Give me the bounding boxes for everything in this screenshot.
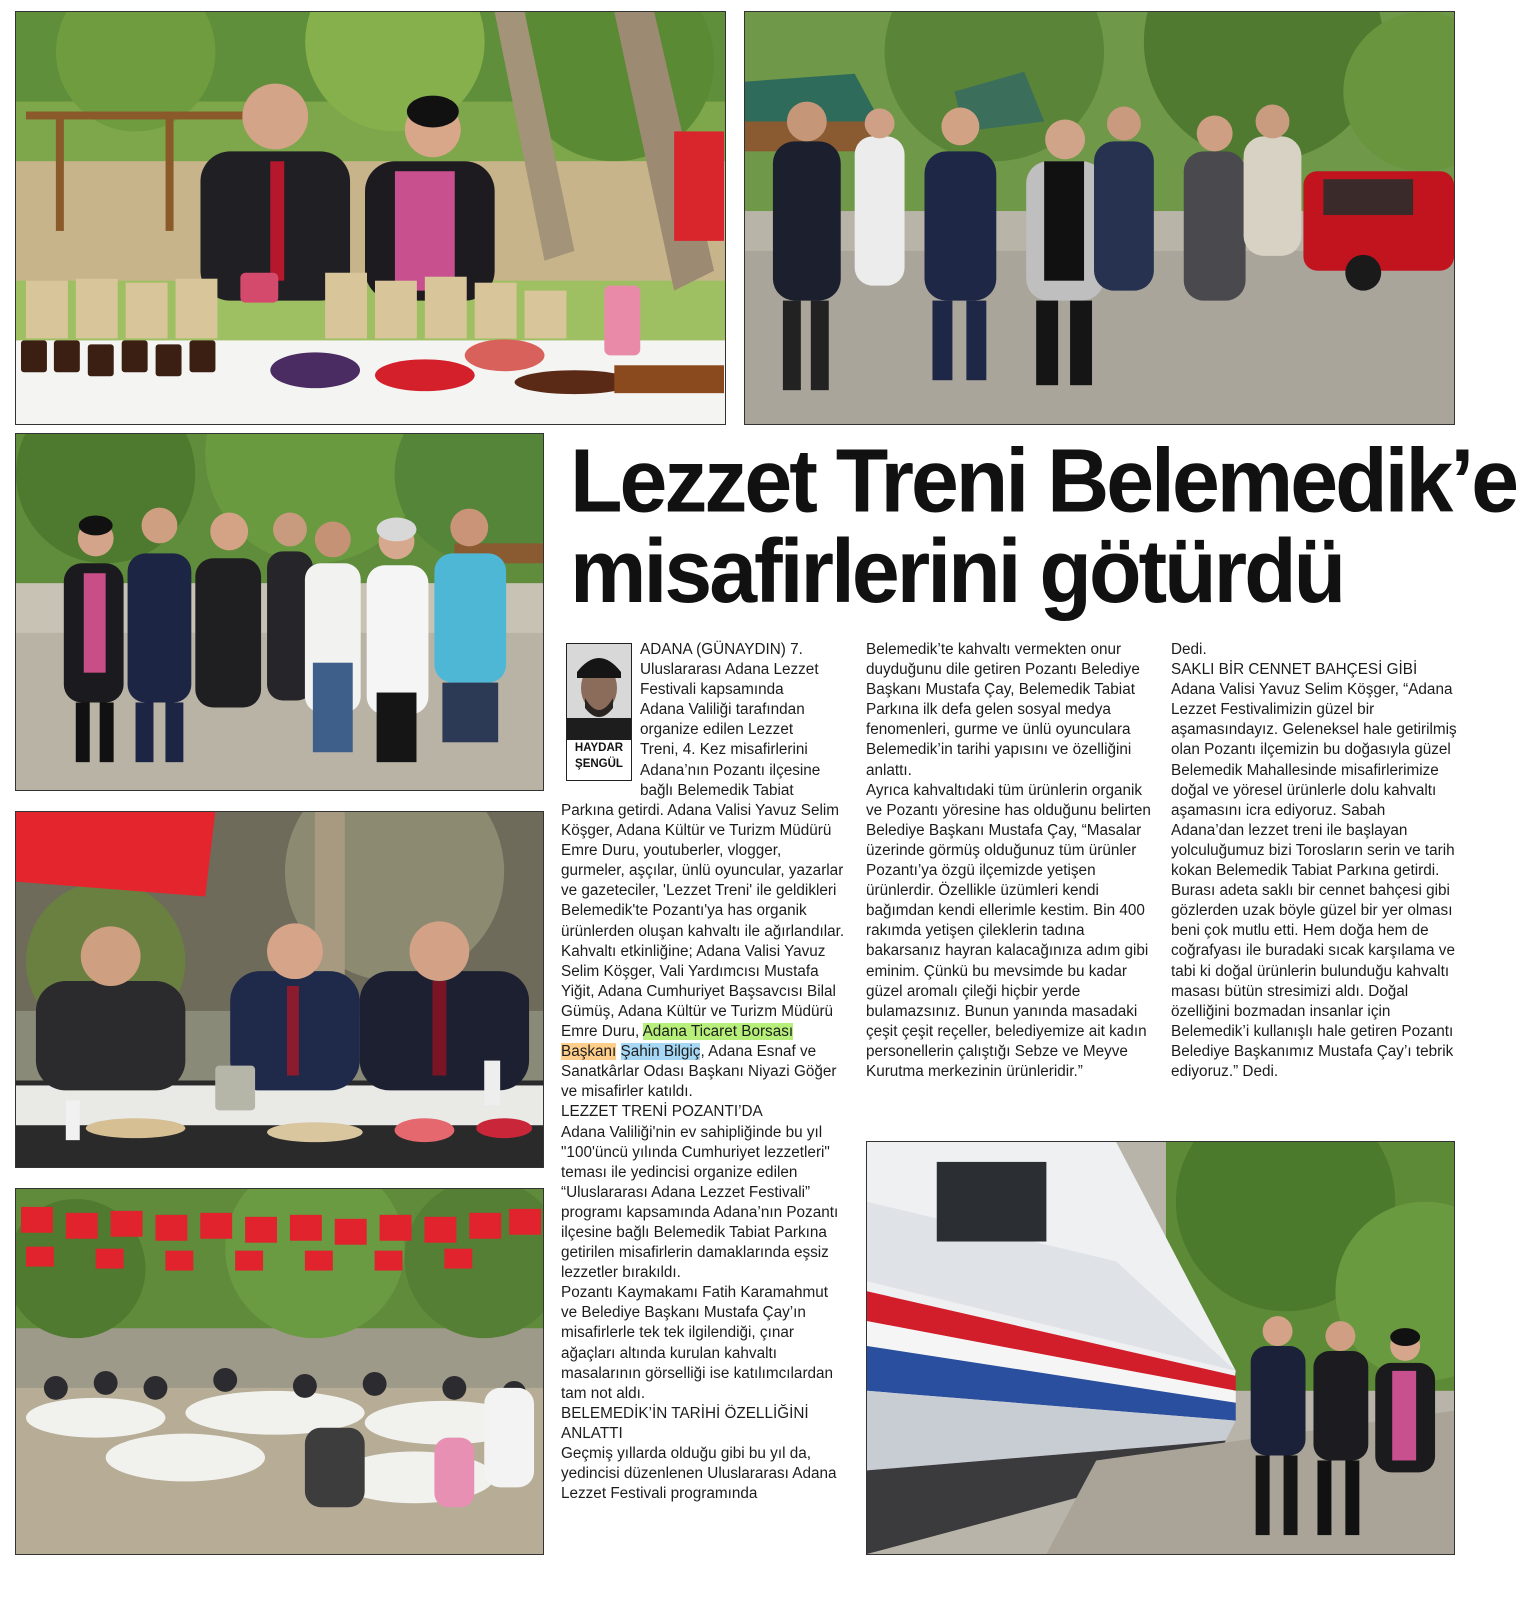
headline-line-2: misafirlerini götürdü bbox=[570, 521, 1344, 622]
paragraph: Geçmiş yıllarda olduğu gibi bu yıl da, yedincisi düzenlenen Uluslararası Adana Lezzet Festivali programında bbox=[561, 1445, 837, 1503]
column-3-body bbox=[1171, 640, 1459, 1082]
photo-product-table bbox=[15, 11, 726, 425]
lead-line: Festivali kapsamında bbox=[640, 681, 784, 699]
author-photo bbox=[567, 644, 631, 740]
column-1-lead bbox=[640, 640, 848, 801]
column-2-body bbox=[866, 640, 1156, 1082]
highlight-organization: Adana Ticaret Borsası bbox=[642, 1023, 794, 1041]
lead-line: organize edilen Lezzet bbox=[640, 721, 794, 739]
subheading: LEZZET TRENİ POZANTI’DA bbox=[561, 1103, 763, 1121]
paragraph: Belemedik’te kahvaltı vermekten onur duyduğunu dile getiren Pozantı Belediye Başkanı Mustafa Çay, Belemedik Tabiat Parkına ilk defa gelen sosyal medya fenomenleri, gurme ve ünlü oyunculara Belemedik’in tarihi yapısını ve özelliğini anlattı. bbox=[866, 641, 1140, 779]
paragraph: Pozantı Kaymakamı Fatih Karamahmut ve Belediye Başkanı Mustafa Çay’ın misafirlerle tek tek ilgilendiği, çınar ağaçları altında kurulan kahvaltı masalarının görselliği ise katılımcılardan tam not aldı. bbox=[561, 1284, 834, 1402]
lead-line: Treni, 4. Kez misafirlerini bbox=[640, 741, 808, 759]
paragraph: Ayrıca kahvaltıdaki tüm ürünlerin organik ve Pozantı yöresine has olduğunu belirten Belediye Başkanı Mustafa Çay, “Masalar üzerinde görmüş olduğunuz tüm ürünler Pozantı’ya özgü ilçemizde yetişen ürünlerdir. Özellikle üzümleri kendi bağımdan kendi ellerimle kestim. Bin 400 rakımda yetişen çileklerin tadına bakarsanız hayran kalacağınıza adım gibi eminim. Çünkü bu mevsimde bu kadar güzel aromalı çileği hiçbir yerde bulamazsınız. Bunun yanında masadaki çeşit çeşit reçeller, belediyemize ait kadın personellerin çalıştığı Sebze ve Meyve Kurutma merkezinin ürünleridir.” bbox=[866, 781, 1151, 1080]
author-name-first: HAYDAR bbox=[574, 742, 624, 754]
paragraph: Adana Valisi Yavuz Selim Köşger, “Adana Lezzet Festivalimizin güzel bir aşamasındayız. Geleneksel hale getirilmiş olan Pozantı ilçemizin bu doğasıyla güzel Belemedik Mahallesinde misafirlerimize doğal ve yöresel ürünlerle dolu kahvaltı aşamasını icra ediyoruz. Sabah Adana’dan lezzet treni ile başlayan yolculuğumuz bizi Torosların serin ve tarih kokan Belemedik Tabiat Parkına getirdi. Burası adeta saklı bir cennet bahçesi gibi gözlerden uzak böyle güzel bir yer olması beni çok mutlu etti. Hem doğa hem de coğrafyası ile buradaki sıcak karşılama ve tabi ki doğal ürünlerin bulunduğu kahvaltı masası bütün stresimizi aldı. Doğal özelliğini bozmadan insanlar için Belemedik’i kullanışlı hale getiren Pozantı Belediye Başkanımız Mustafa Çay’ı tebrik ediyoruz.” Dedi. bbox=[1171, 681, 1457, 1080]
paragraph: Parkına getirdi. Adana Valisi Yavuz Selim Köşger, Adana Kültür ve Turizm Müdürü Emre Duru, youtuberler, vlogger, gurmeler, aşçılar, ünlü oyuncular, yazarlar ve gazeteciler, 'Lezzet Treni' ile geldikleri Belemedik'te Pozantı'ya has organik ürünlerden oluşan kahvaltı ile ağırlandılar. bbox=[561, 802, 845, 940]
author-name-last: ŞENGÜL bbox=[575, 758, 623, 770]
subheading: SAKLI BİR CENNET BAHÇESİ GİBİ bbox=[1171, 661, 1418, 679]
photo-group-walking bbox=[744, 11, 1455, 425]
headline-line-1: Lezzet Treni Belemedik’e bbox=[570, 430, 1516, 532]
subheading: BELEMEDİK’İN TARİHİ ÖZELLİĞİNİ ANLATTI bbox=[561, 1404, 809, 1442]
photo-train-waving bbox=[866, 1141, 1455, 1555]
paragraph: Dedi. bbox=[1171, 641, 1207, 658]
headline bbox=[570, 430, 1516, 622]
photo-festival-crowd bbox=[15, 1188, 544, 1555]
lead-line: Adana Valiliği tarafından bbox=[640, 701, 805, 719]
column-1-body bbox=[561, 801, 848, 1504]
paragraph: Kahvaltı etkinliğine; Adana Valisi Yavuz Selim Köşger, Vali Yardımcısı Mustafa Yiğit, Adana Cumhuriyet Başsavcısı Bilal Gümüş, Adana Kültür ve Turizm Müdürü Emre Duru, Adana Ticaret Borsası Başkanı Şahin Bilgiç, Adana Esnaf ve Sanatkârlar Odası Başkanı Niyazi Göğer ve misafirler katıldı. bbox=[561, 942, 837, 1101]
lead-line: ADANA (GÜNAYDIN) 7. bbox=[640, 641, 803, 658]
paragraph: Adana Valiliği'nin ev sahipliğinde bu yıl "100'üncü yılında Cumhuriyet lezzetleri" teması ile yedincisi organize edilen “Uluslararası Adana Lezzet Festivali” programı kapsamında Adana’nın Pozantı ilçesine bağlı Belemedik Tabiat Parkına getirilen misafirlerin damaklarında eşsiz lezzetler bırakıldı. bbox=[561, 1123, 839, 1282]
lead-line: bağlı Belemedik Tabiat bbox=[640, 781, 794, 799]
photo-breakfast-officials bbox=[15, 811, 544, 1168]
highlight-person: Şahin Bilgiç bbox=[620, 1043, 701, 1061]
lead-line: Uluslararası Adana Lezzet bbox=[640, 661, 819, 679]
highlight-title: Başkanı bbox=[561, 1043, 617, 1061]
lead-line: Adana’nın Pozantı ilçesine bbox=[640, 761, 821, 779]
photo-group-portrait bbox=[15, 433, 544, 791]
author-box bbox=[566, 643, 632, 781]
